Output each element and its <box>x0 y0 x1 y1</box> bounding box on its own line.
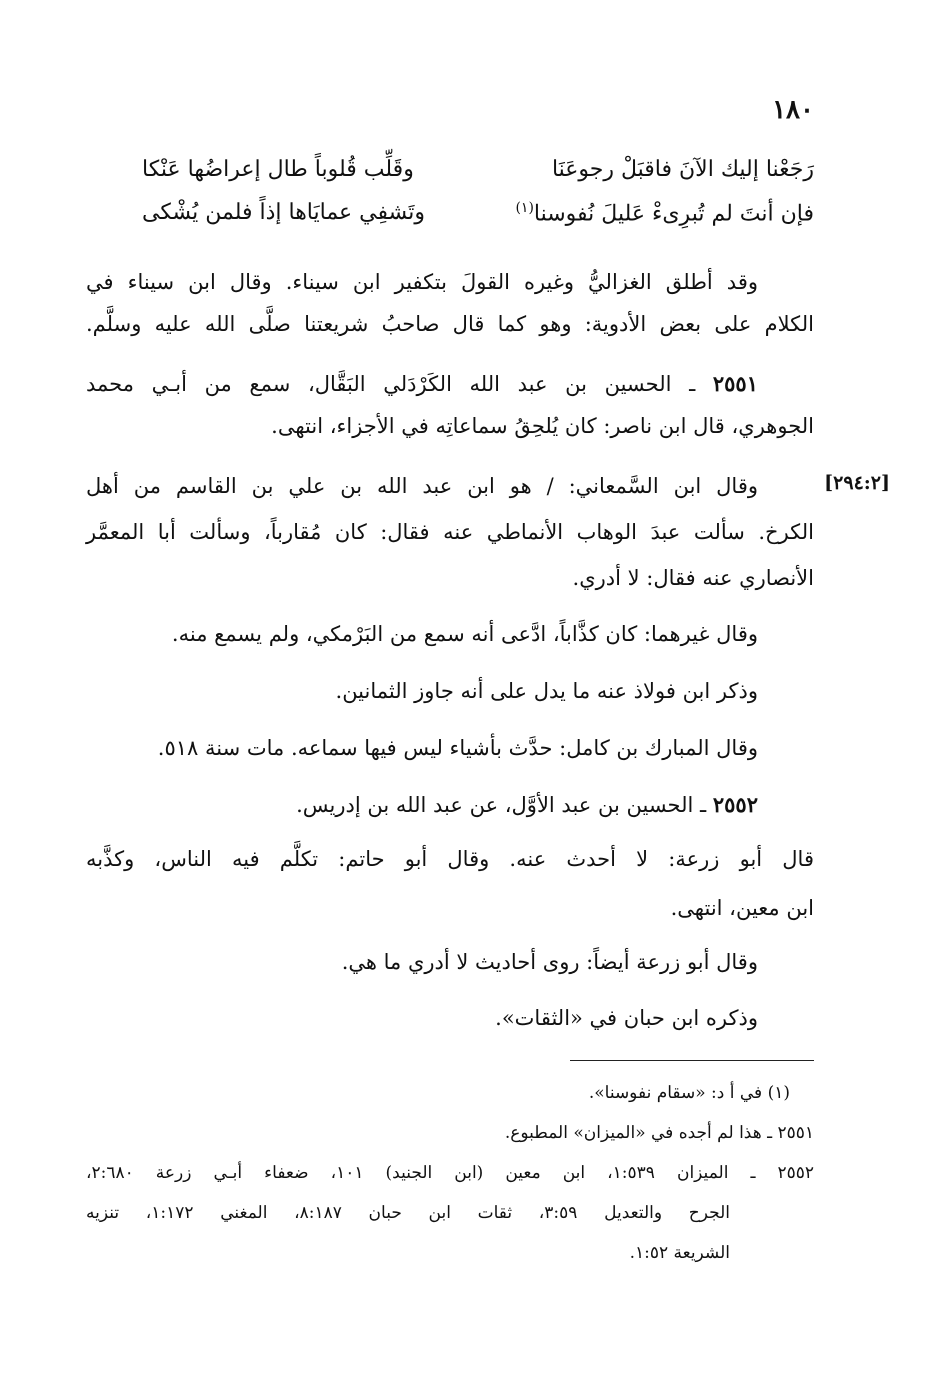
verse-hemistich-second: وقَلِّب قُلوباً طال إعراضُها عَنْكا <box>142 157 414 182</box>
paragraph-line: ابن معين، انتهى. <box>670 896 814 920</box>
footnote: ٢٥٥١ ـ هذا لم أجده في «الميزان» المطبوع. <box>504 1123 814 1143</box>
entry-heading: ٢٥٥١ ـ الحسين بن عبد الله الكَرْدَلي البَقَّال، سمع من أبـي محمد <box>86 371 758 396</box>
paragraph-line: قال أبو زرعة: لا أحدث عنه. وقال أبو حاتم: تكلَّم فيه الناس، وكذَّبه <box>86 847 814 871</box>
paragraph-line: وذكر ابن فولاذ عنه ما يدل على أنه جاوز الثمانين. <box>335 679 758 703</box>
entry-heading: ٢٥٥٢ ـ الحسين بن عبد الأوَّل، عن عبد الله بن إدريس. <box>296 792 758 817</box>
paragraph-line: وقال أبو زرعة أيضاً: روى أحاديث لا أدري ما هي. <box>341 950 758 974</box>
verse-hemistich-first: رَجَعْنا إليك الآنَ فاقبَلْ رجوعَنَا <box>551 157 814 182</box>
footnote-separator <box>570 1060 814 1061</box>
entry-number: ٢٥٥١ <box>712 371 758 396</box>
footnote: الشريعة ١:٥٢. <box>629 1243 730 1263</box>
paragraph-line: وقال ابن السَّمعاني: / هو ابن عبد الله بن علي بن القاسم من أهل <box>86 474 758 498</box>
verse-line <box>86 157 814 197</box>
verse-hemistich-second: وتَشفِي عمايَاها إذاً فلمن يُشْكى <box>142 200 426 225</box>
paragraph-line: وقال المبارك بن كامل: حدَّث بأشياء ليس فيها سماعه. مات سنة ٥١٨. <box>157 736 758 760</box>
paragraph-line: الجوهري، قال ابن ناصر: كان يُلحِقُ سماعاتِه في الأجزاء، انتهى. <box>271 414 814 438</box>
footnote: (١) في أ د: «سقام نفوسنا». <box>588 1083 790 1103</box>
paragraph-line: الكرخ. سألت عبدَ الوهاب الأنماطي عنه فقال: كان مُقارباً، وسألت أبا المعمَّر <box>86 520 814 544</box>
paragraph-line: الأنصاري عنه فقال: لا أدري. <box>572 566 814 590</box>
page-number: ١٨٠ <box>772 95 814 125</box>
footnote: ٢٥٥٢ ـ الميزان ١:٥٣٩، ابن معين (ابن الجنيد) ١٠١، ضعفاء أبـي زرعة ٢:٦٨٠، <box>86 1163 815 1183</box>
footnote: الجرح والتعديل ٣:٥٩، ثقات ابن حبان ٨:١٨٧، المغني ١:١٧٢، تنزيه <box>86 1203 730 1223</box>
paragraph-line: الكلام على بعض الأدوية: وهو كما قال صاحبُ شريعتنا صلَّى الله عليه وسلَّم. <box>86 312 814 336</box>
footnote-marker: (١) <box>515 200 534 216</box>
paragraph-line: وقال غيرهما: كان كذَّاباً، ادَّعى أنه سمع من البَرْمكي، ولم يسمع منه. <box>171 622 758 646</box>
verse-hemistich-first: فإن أنتَ لم تُبرِىءْ عَليلَ نُفوسنا$^{(١)}$ <box>515 200 814 227</box>
verse-line <box>86 200 814 240</box>
margin-reference: [٢٩٤:٢] <box>824 472 890 494</box>
paragraph-line: وذكره ابن حبان في «الثقات». <box>495 1006 758 1030</box>
entry-number: ٢٥٥٢ <box>712 792 758 817</box>
page <box>86 0 890 1375</box>
paragraph-line: وقد أطلق الغزاليُّ وغيره القولَ بتكفير ابن سيناء. وقال ابن سيناء في <box>86 270 758 294</box>
